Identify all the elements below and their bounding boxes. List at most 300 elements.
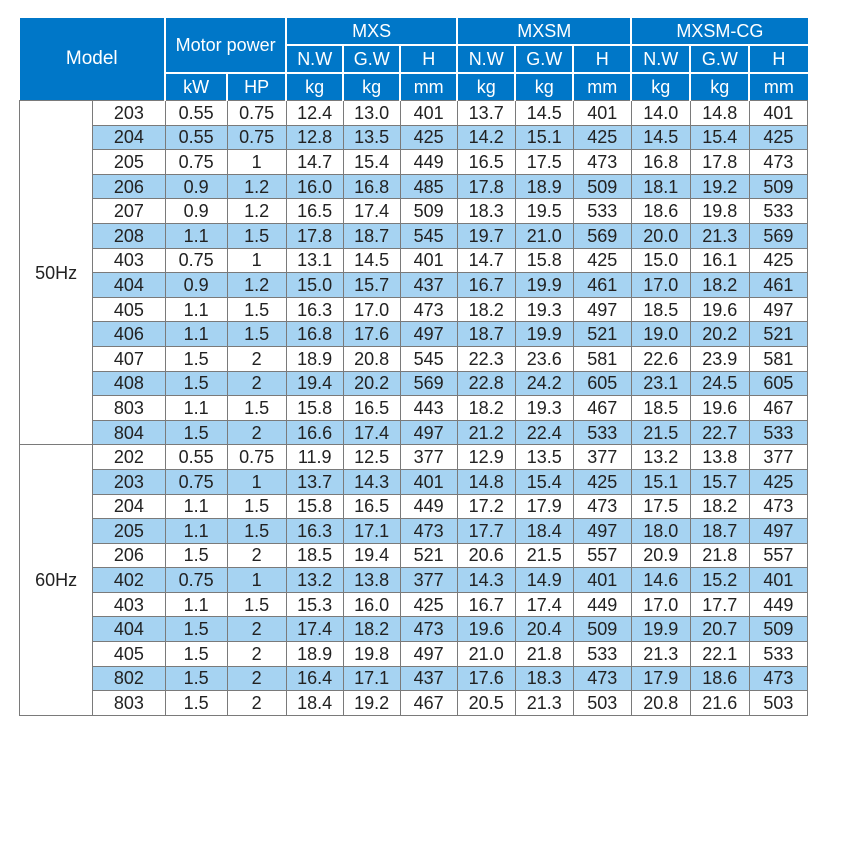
- mxs-gw-cell: 15.7: [343, 273, 400, 298]
- hp-cell: 1.5: [227, 297, 286, 322]
- group-header-mxsm: MXSM: [457, 17, 631, 45]
- mxsmcg-h-cell: 497: [749, 297, 807, 322]
- model-cell: 406: [93, 322, 165, 347]
- hp-cell: 1: [227, 469, 286, 494]
- model-cell: 803: [93, 691, 165, 716]
- mxsmcg-gw-cell: 18.7: [690, 519, 749, 544]
- hp-cell: 2: [227, 617, 286, 642]
- table-row: [20, 568, 808, 593]
- mxsmcg-nw-cell: 17.0: [631, 273, 690, 298]
- mxsmcg-h-cell: 473: [749, 150, 807, 175]
- mxsm-h-cell: 533: [573, 642, 631, 667]
- kw-cell: 0.55: [165, 101, 227, 126]
- mxs-nw-cell: 15.8: [286, 494, 343, 519]
- mxs-nw-cell: 16.3: [286, 519, 343, 544]
- table-row: [20, 125, 808, 150]
- model-cell: 206: [93, 543, 165, 568]
- mxsm-h-cell: 581: [573, 346, 631, 371]
- table-row: [20, 199, 808, 224]
- mxsmcg-h-cell: 569: [749, 223, 807, 248]
- mxsm-gw-cell: 17.4: [515, 592, 573, 617]
- kw-cell: 0.75: [165, 248, 227, 273]
- mxsm-h-cell: 401: [573, 101, 631, 126]
- mxsmcg-gw-cell: 20.7: [690, 617, 749, 642]
- table-row: [20, 223, 808, 248]
- mxs-h-cell: 509: [400, 199, 457, 224]
- table-row: [20, 248, 808, 273]
- mxsm-h-cell: 461: [573, 273, 631, 298]
- mxs-gw-cell: 19.2: [343, 691, 400, 716]
- mxsmcg-nw-cell: 19.0: [631, 322, 690, 347]
- mxs-nw-cell: 16.4: [286, 666, 343, 691]
- mxs-h-cell: 467: [400, 691, 457, 716]
- unit-hp: HP: [227, 73, 286, 101]
- mxsmcg-h-cell: 605: [749, 371, 807, 396]
- mxsmcg-h-cell: 473: [749, 666, 807, 691]
- kw-cell: 0.55: [165, 125, 227, 150]
- mxs-gw-cell: 15.4: [343, 150, 400, 175]
- mxsmcg-gw-cell: 23.9: [690, 346, 749, 371]
- mxsmcg-nw-cell: 19.9: [631, 617, 690, 642]
- mxs-nw-cell: 12.4: [286, 101, 343, 126]
- mxs-nw-header: N.W: [286, 45, 343, 73]
- mxs-h-cell: 545: [400, 223, 457, 248]
- mxsm-h-cell: 377: [573, 445, 631, 470]
- mxsm-gw-cell: 20.4: [515, 617, 573, 642]
- mxs-gw-cell: 16.5: [343, 396, 400, 421]
- mxsm-nw-cell: 14.3: [457, 568, 515, 593]
- mxs-nw-cell: 16.8: [286, 322, 343, 347]
- kw-cell: 1.5: [165, 642, 227, 667]
- hp-cell: 0.75: [227, 101, 286, 126]
- table-row: [20, 346, 808, 371]
- mxsm-nw-cell: 14.2: [457, 125, 515, 150]
- mxsm-nw-cell: 13.7: [457, 101, 515, 126]
- table-row: [20, 101, 808, 126]
- mxsm-gw-cell: 21.0: [515, 223, 573, 248]
- mxsmcg-h-cell: 461: [749, 273, 807, 298]
- mxs-h-cell: 497: [400, 642, 457, 667]
- mxsm-nw-cell: 17.7: [457, 519, 515, 544]
- unit-kw: kW: [165, 73, 227, 101]
- mxsmcg-nw-cell: 18.6: [631, 199, 690, 224]
- mxs-gw-cell: 20.2: [343, 371, 400, 396]
- mxsm-gw-cell: 19.9: [515, 273, 573, 298]
- mxs-h-cell: 401: [400, 469, 457, 494]
- mxs-nw-cell: 11.9: [286, 445, 343, 470]
- mxsmcg-nw-cell: 16.8: [631, 150, 690, 175]
- hp-cell: 1.5: [227, 322, 286, 347]
- kw-cell: 1.5: [165, 543, 227, 568]
- kw-cell: 0.9: [165, 273, 227, 298]
- mxs-gw-cell: 12.5: [343, 445, 400, 470]
- mxsmcg-nw-cell: 14.0: [631, 101, 690, 126]
- mxsm-gw-cell: 18.3: [515, 666, 573, 691]
- mxs-h-cell: 449: [400, 150, 457, 175]
- mxsmcg-gw-cell: 19.6: [690, 396, 749, 421]
- mxsmcg-nw-cell: 18.0: [631, 519, 690, 544]
- mxs-gw-cell: 13.0: [343, 101, 400, 126]
- mxs-gw-cell: 19.8: [343, 642, 400, 667]
- mxsm-nw-cell: 16.7: [457, 273, 515, 298]
- model-cell: 402: [93, 568, 165, 593]
- mxsm-h-cell: 497: [573, 297, 631, 322]
- table-row: [20, 691, 808, 716]
- mxsm-gw-unit: kg: [515, 73, 573, 101]
- mxsm-nw-cell: 22.8: [457, 371, 515, 396]
- group-header-mxs: MXS: [286, 17, 457, 45]
- mxsm-gw-cell: 13.5: [515, 445, 573, 470]
- mxsm-h-cell: 503: [573, 691, 631, 716]
- mxsm-h-cell: 557: [573, 543, 631, 568]
- mxs-gw-cell: 19.4: [343, 543, 400, 568]
- mxsmcg-h-cell: 503: [749, 691, 807, 716]
- mxsmcg-h-unit: mm: [749, 73, 807, 101]
- table-row: [20, 642, 808, 667]
- mxs-gw-cell: 18.7: [343, 223, 400, 248]
- mxsmcg-nw-cell: 17.0: [631, 592, 690, 617]
- mxsmcg-nw-cell: 18.5: [631, 297, 690, 322]
- mxsm-gw-cell: 15.1: [515, 125, 573, 150]
- mxsmcg-h-cell: 533: [749, 420, 807, 445]
- model-cell: 204: [93, 494, 165, 519]
- mxsm-gw-cell: 21.3: [515, 691, 573, 716]
- mxsm-nw-cell: 19.6: [457, 617, 515, 642]
- mxsmcg-nw-cell: 21.3: [631, 642, 690, 667]
- mxsmcg-nw-cell: 20.0: [631, 223, 690, 248]
- mxsmcg-gw-cell: 15.4: [690, 125, 749, 150]
- mxsm-gw-cell: 19.3: [515, 297, 573, 322]
- hp-cell: 1.5: [227, 396, 286, 421]
- mxsmcg-nw-cell: 13.2: [631, 445, 690, 470]
- model-cell: 407: [93, 346, 165, 371]
- mxs-nw-cell: 13.2: [286, 568, 343, 593]
- mxs-nw-cell: 17.8: [286, 223, 343, 248]
- mxs-gw-cell: 17.4: [343, 420, 400, 445]
- mxs-nw-cell: 15.3: [286, 592, 343, 617]
- table-row: [20, 150, 808, 175]
- mxs-gw-cell: 13.8: [343, 568, 400, 593]
- mxsm-nw-cell: 17.2: [457, 494, 515, 519]
- mxs-h-header: H: [400, 45, 457, 73]
- kw-cell: 0.9: [165, 199, 227, 224]
- frequency-label: 50Hz: [20, 101, 93, 445]
- mxsmcg-nw-cell: 18.5: [631, 396, 690, 421]
- model-cell: 405: [93, 297, 165, 322]
- kw-cell: 1.1: [165, 519, 227, 544]
- mxsm-nw-cell: 12.9: [457, 445, 515, 470]
- mxsmcg-gw-unit: kg: [690, 73, 749, 101]
- table-body: [20, 101, 808, 716]
- mxs-nw-cell: 18.4: [286, 691, 343, 716]
- mxs-h-cell: 545: [400, 346, 457, 371]
- mxsm-gw-cell: 17.5: [515, 150, 573, 175]
- mxs-nw-unit: kg: [286, 73, 343, 101]
- table-row: [20, 371, 808, 396]
- mxsm-h-cell: 605: [573, 371, 631, 396]
- mxs-h-cell: 437: [400, 273, 457, 298]
- kw-cell: 0.75: [165, 150, 227, 175]
- mxsmcg-h-header: H: [749, 45, 807, 73]
- mxsmcg-gw-cell: 18.2: [690, 494, 749, 519]
- mxsm-nw-cell: 21.2: [457, 420, 515, 445]
- mxs-h-cell: 473: [400, 519, 457, 544]
- mxs-nw-cell: 15.8: [286, 396, 343, 421]
- group-header-mxsm-cg: MXSM-CG: [631, 17, 807, 45]
- mxs-nw-cell: 14.7: [286, 150, 343, 175]
- table-row: [20, 322, 808, 347]
- mxsmcg-nw-cell: 20.8: [631, 691, 690, 716]
- mxsm-gw-cell: 18.9: [515, 174, 573, 199]
- pump-spec-table: [19, 16, 808, 716]
- table-row: [20, 396, 808, 421]
- mxsm-h-header: H: [573, 45, 631, 73]
- model-cell: 207: [93, 199, 165, 224]
- mxsmcg-h-cell: 581: [749, 346, 807, 371]
- mxsm-h-cell: 473: [573, 150, 631, 175]
- mxsm-gw-cell: 21.5: [515, 543, 573, 568]
- mxs-gw-cell: 14.5: [343, 248, 400, 273]
- mxs-gw-cell: 14.3: [343, 469, 400, 494]
- mxsmcg-nw-cell: 20.9: [631, 543, 690, 568]
- mxsm-h-cell: 533: [573, 199, 631, 224]
- mxsmcg-gw-cell: 16.1: [690, 248, 749, 273]
- mxs-nw-cell: 17.4: [286, 617, 343, 642]
- mxs-nw-cell: 13.1: [286, 248, 343, 273]
- mxsmcg-gw-cell: 18.6: [690, 666, 749, 691]
- kw-cell: 1.5: [165, 371, 227, 396]
- mxsmcg-nw-cell: 14.6: [631, 568, 690, 593]
- hp-cell: 1.5: [227, 519, 286, 544]
- mxs-gw-cell: 16.8: [343, 174, 400, 199]
- mxs-gw-cell: 17.0: [343, 297, 400, 322]
- hp-cell: 2: [227, 346, 286, 371]
- model-cell: 408: [93, 371, 165, 396]
- mxsm-nw-cell: 17.6: [457, 666, 515, 691]
- mxsm-h-cell: 533: [573, 420, 631, 445]
- mxs-gw-cell: 16.0: [343, 592, 400, 617]
- kw-cell: 1.5: [165, 420, 227, 445]
- mxs-gw-cell: 20.8: [343, 346, 400, 371]
- mxsmcg-nw-cell: 18.1: [631, 174, 690, 199]
- mxs-nw-cell: 18.5: [286, 543, 343, 568]
- mxsmcg-gw-cell: 15.7: [690, 469, 749, 494]
- table-row: [20, 445, 808, 470]
- mxs-nw-cell: 13.7: [286, 469, 343, 494]
- mxs-gw-cell: 17.1: [343, 666, 400, 691]
- mxsm-nw-header: N.W: [457, 45, 515, 73]
- mxsmcg-gw-header: G.W: [690, 45, 749, 73]
- mxsmcg-nw-unit: kg: [631, 73, 690, 101]
- mxs-h-unit: mm: [400, 73, 457, 101]
- mxs-gw-cell: 16.5: [343, 494, 400, 519]
- mxs-h-cell: 473: [400, 617, 457, 642]
- mxs-h-cell: 401: [400, 248, 457, 273]
- model-cell: 205: [93, 150, 165, 175]
- model-cell: 405: [93, 642, 165, 667]
- mxsm-nw-cell: 18.2: [457, 396, 515, 421]
- hp-cell: 1: [227, 568, 286, 593]
- mxsmcg-gw-cell: 21.8: [690, 543, 749, 568]
- mxsmcg-nw-cell: 22.6: [631, 346, 690, 371]
- mxsmcg-h-cell: 467: [749, 396, 807, 421]
- model-cell: 803: [93, 396, 165, 421]
- hp-cell: 2: [227, 666, 286, 691]
- mxsm-h-unit: mm: [573, 73, 631, 101]
- mxsm-h-cell: 467: [573, 396, 631, 421]
- mxsm-h-cell: 569: [573, 223, 631, 248]
- mxsmcg-h-cell: 509: [749, 174, 807, 199]
- kw-cell: 1.1: [165, 322, 227, 347]
- mxsmcg-nw-cell: 21.5: [631, 420, 690, 445]
- hp-cell: 2: [227, 371, 286, 396]
- mxsmcg-nw-cell: 17.5: [631, 494, 690, 519]
- mxsm-h-cell: 473: [573, 666, 631, 691]
- hp-cell: 1.5: [227, 592, 286, 617]
- mxsmcg-h-cell: 425: [749, 469, 807, 494]
- mxsmcg-nw-cell: 17.9: [631, 666, 690, 691]
- mxsmcg-h-cell: 533: [749, 642, 807, 667]
- mxs-h-cell: 425: [400, 592, 457, 617]
- mxsm-h-cell: 509: [573, 174, 631, 199]
- mxs-nw-cell: 16.6: [286, 420, 343, 445]
- kw-cell: 1.1: [165, 592, 227, 617]
- mxsm-h-cell: 473: [573, 494, 631, 519]
- kw-cell: 1.1: [165, 396, 227, 421]
- mxsm-gw-cell: 18.4: [515, 519, 573, 544]
- mxsm-h-cell: 521: [573, 322, 631, 347]
- kw-cell: 1.1: [165, 297, 227, 322]
- mxsmcg-gw-cell: 17.8: [690, 150, 749, 175]
- mxsm-nw-cell: 14.7: [457, 248, 515, 273]
- hp-cell: 0.75: [227, 445, 286, 470]
- mxsmcg-nw-cell: 15.0: [631, 248, 690, 273]
- mxs-gw-unit: kg: [343, 73, 400, 101]
- table-row: [20, 494, 808, 519]
- mxsmcg-gw-cell: 22.1: [690, 642, 749, 667]
- mxsm-gw-cell: 15.8: [515, 248, 573, 273]
- mxsmcg-h-cell: 401: [749, 101, 807, 126]
- mxsm-nw-cell: 14.8: [457, 469, 515, 494]
- mxsm-gw-cell: 23.6: [515, 346, 573, 371]
- model-cell: 403: [93, 592, 165, 617]
- mxs-nw-cell: 18.9: [286, 642, 343, 667]
- mxsmcg-h-cell: 557: [749, 543, 807, 568]
- hp-cell: 1.2: [227, 199, 286, 224]
- table-row: [20, 666, 808, 691]
- model-header: Model: [20, 17, 166, 101]
- mxsmcg-gw-cell: 13.8: [690, 445, 749, 470]
- mxsm-nw-cell: 22.3: [457, 346, 515, 371]
- mxsm-gw-cell: 22.4: [515, 420, 573, 445]
- mxsmcg-h-cell: 425: [749, 125, 807, 150]
- motor-power-header: Motor power: [165, 17, 286, 73]
- mxsm-nw-cell: 18.3: [457, 199, 515, 224]
- model-cell: 804: [93, 420, 165, 445]
- mxsmcg-gw-cell: 14.8: [690, 101, 749, 126]
- mxs-nw-cell: 12.8: [286, 125, 343, 150]
- mxsmcg-gw-cell: 19.2: [690, 174, 749, 199]
- mxsmcg-gw-cell: 22.7: [690, 420, 749, 445]
- mxsmcg-gw-cell: 15.2: [690, 568, 749, 593]
- model-cell: 202: [93, 445, 165, 470]
- table-row: [20, 420, 808, 445]
- mxsm-gw-cell: 19.3: [515, 396, 573, 421]
- mxs-gw-cell: 17.4: [343, 199, 400, 224]
- mxsm-gw-cell: 17.9: [515, 494, 573, 519]
- mxsmcg-h-cell: 533: [749, 199, 807, 224]
- kw-cell: 1.5: [165, 346, 227, 371]
- mxsm-h-cell: 425: [573, 248, 631, 273]
- table-header: [20, 17, 808, 101]
- table-row: [20, 543, 808, 568]
- mxsm-h-cell: 401: [573, 568, 631, 593]
- kw-cell: 1.1: [165, 494, 227, 519]
- mxsm-h-cell: 425: [573, 469, 631, 494]
- kw-cell: 1.5: [165, 691, 227, 716]
- mxsmcg-h-cell: 509: [749, 617, 807, 642]
- hp-cell: 1.5: [227, 223, 286, 248]
- mxs-gw-cell: 18.2: [343, 617, 400, 642]
- mxsmcg-h-cell: 473: [749, 494, 807, 519]
- mxs-h-cell: 377: [400, 445, 457, 470]
- kw-cell: 0.75: [165, 469, 227, 494]
- mxsm-h-cell: 425: [573, 125, 631, 150]
- mxs-nw-cell: 16.3: [286, 297, 343, 322]
- hp-cell: 1: [227, 150, 286, 175]
- mxsmcg-nw-header: N.W: [631, 45, 690, 73]
- mxs-h-cell: 473: [400, 297, 457, 322]
- mxsm-gw-cell: 19.9: [515, 322, 573, 347]
- table-row: [20, 469, 808, 494]
- mxsm-gw-cell: 15.4: [515, 469, 573, 494]
- mxsm-nw-cell: 20.5: [457, 691, 515, 716]
- model-cell: 204: [93, 125, 165, 150]
- hp-cell: 1.2: [227, 273, 286, 298]
- frequency-label: 60Hz: [20, 445, 93, 716]
- mxsmcg-gw-cell: 17.7: [690, 592, 749, 617]
- model-cell: 203: [93, 101, 165, 126]
- kw-cell: 1.5: [165, 666, 227, 691]
- mxsmcg-h-cell: 497: [749, 519, 807, 544]
- kw-cell: 0.75: [165, 568, 227, 593]
- mxsm-h-cell: 497: [573, 519, 631, 544]
- hp-cell: 0.75: [227, 125, 286, 150]
- mxsmcg-gw-cell: 20.2: [690, 322, 749, 347]
- kw-cell: 1.1: [165, 223, 227, 248]
- hp-cell: 1: [227, 248, 286, 273]
- kw-cell: 1.5: [165, 617, 227, 642]
- model-cell: 203: [93, 469, 165, 494]
- hp-cell: 2: [227, 543, 286, 568]
- mxsmcg-h-cell: 401: [749, 568, 807, 593]
- mxsmcg-gw-cell: 21.6: [690, 691, 749, 716]
- mxsmcg-nw-cell: 14.5: [631, 125, 690, 150]
- mxs-h-cell: 443: [400, 396, 457, 421]
- mxs-h-cell: 437: [400, 666, 457, 691]
- mxsmcg-h-cell: 377: [749, 445, 807, 470]
- mxsmcg-gw-cell: 24.5: [690, 371, 749, 396]
- mxs-gw-cell: 17.1: [343, 519, 400, 544]
- mxs-gw-cell: 17.6: [343, 322, 400, 347]
- mxsm-nw-cell: 19.7: [457, 223, 515, 248]
- hp-cell: 2: [227, 642, 286, 667]
- model-cell: 206: [93, 174, 165, 199]
- hp-cell: 1.2: [227, 174, 286, 199]
- mxsm-nw-cell: 16.5: [457, 150, 515, 175]
- mxsmcg-h-cell: 521: [749, 322, 807, 347]
- model-cell: 208: [93, 223, 165, 248]
